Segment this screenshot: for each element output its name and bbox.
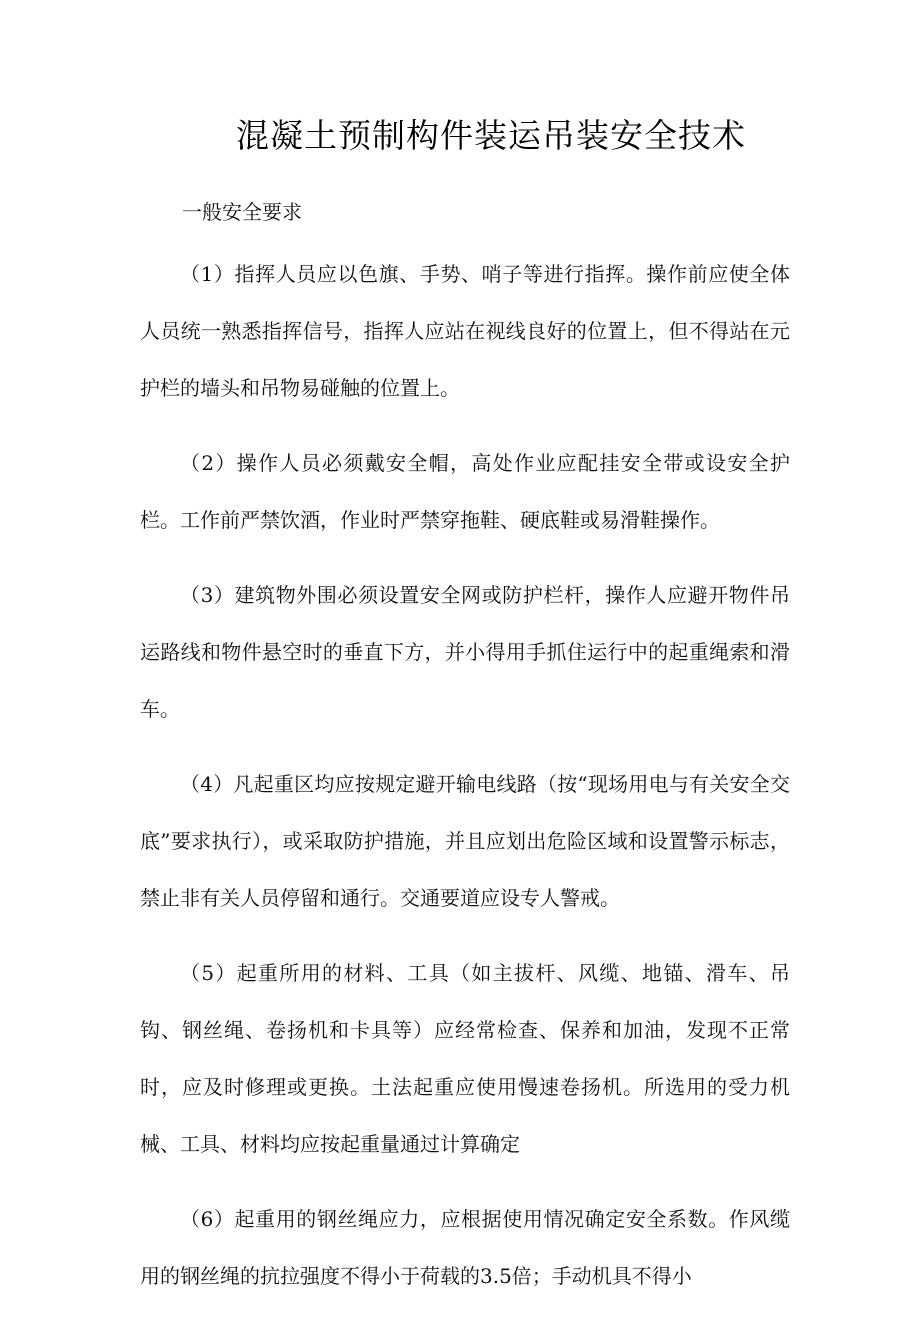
paragraph-5: （5）起重所用的材料、工具（如主拔杆、风缆、地锚、滑车、吊钩、钢丝绳、卷扬机和卡具等）应经常检查、保养和加油，发现不正常时，应及时修理或更换。土法起重应使用慢速卷扬机。所选用的受力机械、工具、材料均应按起重量通过计算确定	[140, 961, 790, 1156]
document-title: 混凝土预制构件装运吊装安全技术	[236, 116, 746, 155]
document-body	[140, 246, 790, 1323]
paragraph-1: （1）指挥人员应以色旗、手势、哨子等进行指挥。操作前应使全体人员统一熟悉指挥信号，指挥人应站在视线良好的位置上，但不得站在元护栏的墙头和吊物易碰触的位置上。	[140, 262, 790, 400]
paragraph-3: （3）建筑物外围必须设置安全网或防护栏杆，操作人应避开物件吊运路线和物件悬空时的垂直下方，并小得用手抓住运行中的起重绳索和滑车。	[140, 583, 790, 721]
paragraph-6: （6）起重用的钢丝绳应力，应根据使用情况确定安全系数。作风缆用的钢丝绳的抗拉强度不得小于荷载的3.5倍；手动机具不得小	[140, 1207, 790, 1288]
paragraph-2: （2）操作人员必须戴安全帽，高处作业应配挂安全带或设安全护栏。工作前严禁饮酒，作业时严禁穿拖鞋、硬底鞋或易滑鞋操作。	[140, 451, 790, 532]
paragraph-4: （4）凡起重区均应按规定避开输电线路（按“现场用电与有关安全交底”要求执行），或采取防护措施，并且应划出危险区域和设置警示标志，禁止非有关人员停留和通行。交通要道应设专人警戒。	[140, 772, 790, 910]
section-heading: 一般安全要求	[182, 200, 302, 224]
